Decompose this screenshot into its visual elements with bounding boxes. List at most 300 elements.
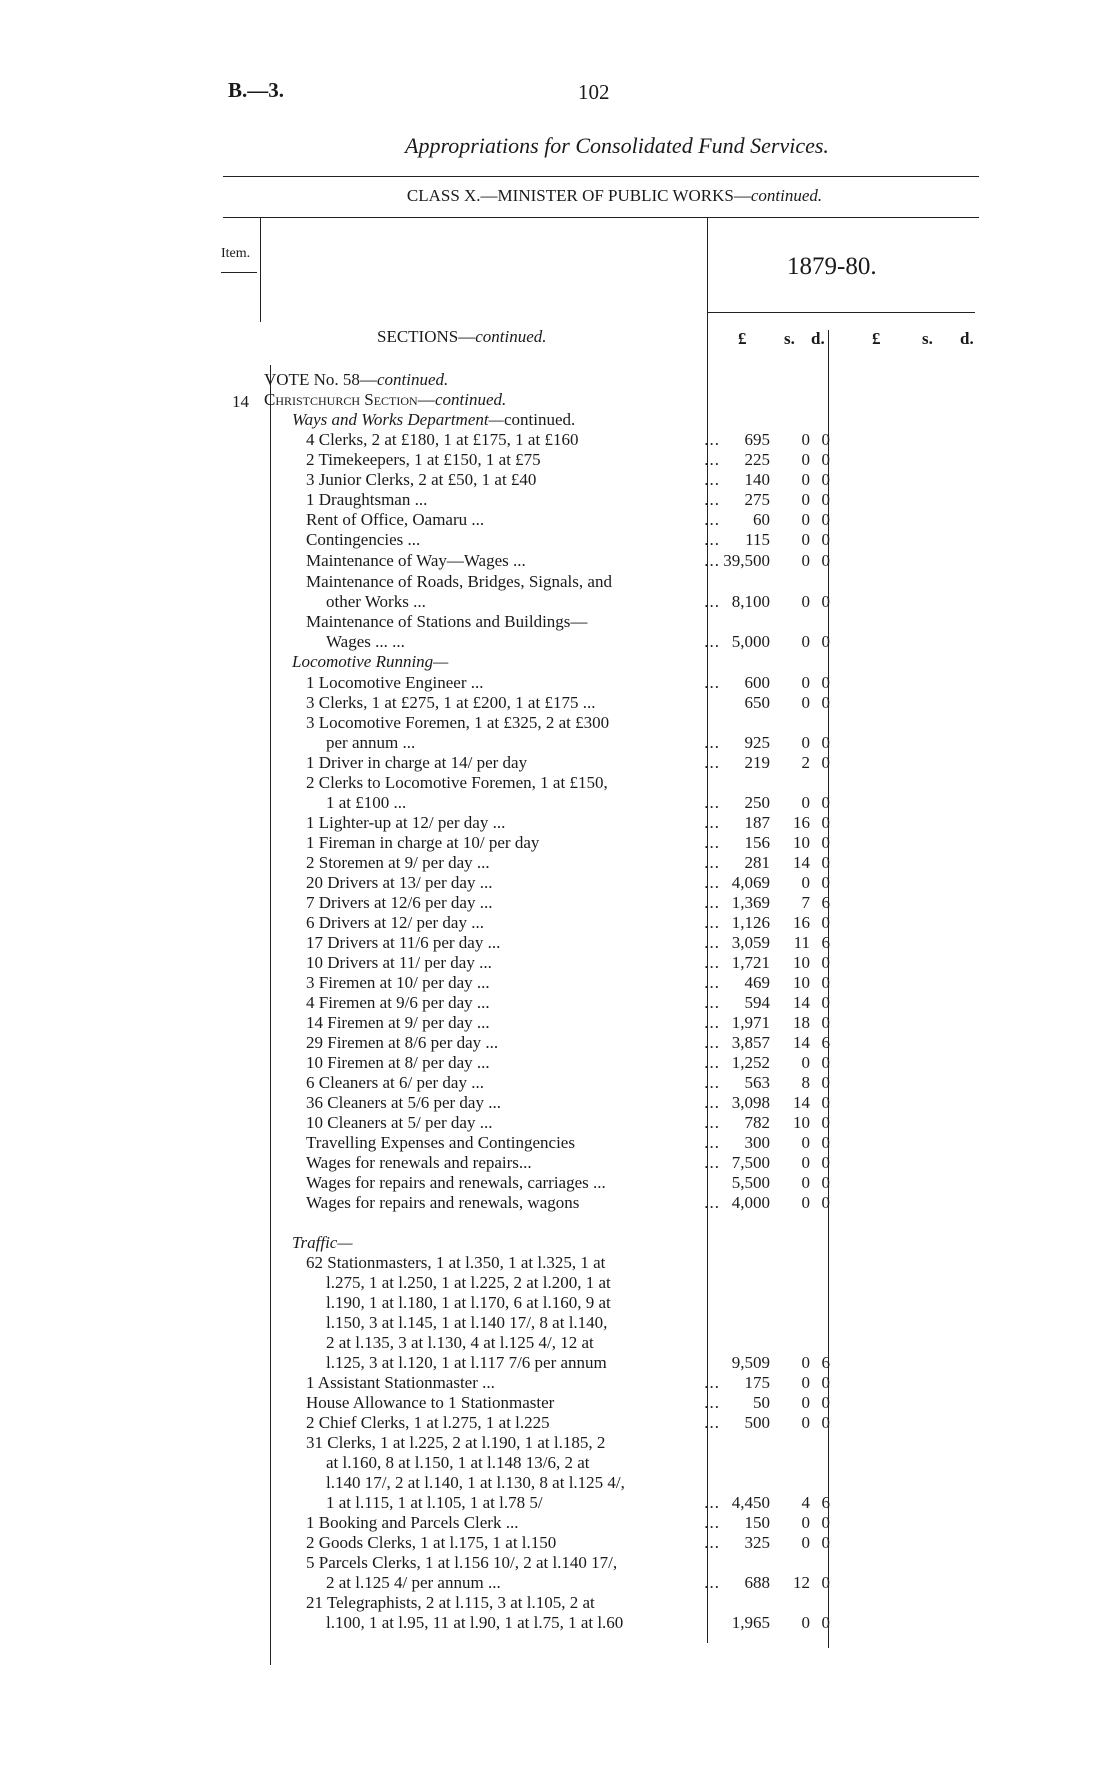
- shillings-header-2: s.: [922, 329, 933, 348]
- row-shillings: 16: [793, 813, 810, 832]
- row-shillings: 0: [801, 1053, 810, 1072]
- row-pounds: 1,369: [731, 893, 770, 912]
- shillings-header-1: s.: [784, 329, 795, 348]
- row-pounds: 3,098: [731, 1093, 770, 1112]
- row-leader: ...: [704, 1393, 720, 1412]
- row-shillings: 12: [793, 1573, 810, 1592]
- pence-header-1: d.: [811, 329, 825, 348]
- row-description: Locomotive Running—: [292, 652, 449, 671]
- row-description: 10 Cleaners at 5/ per day ...: [306, 1113, 493, 1132]
- row-pence: 0: [821, 753, 830, 772]
- row-pence: 6: [821, 1493, 830, 1512]
- table-row: [268, 530, 1088, 550]
- row-shillings: 0: [801, 1533, 810, 1552]
- row-shillings: 0: [801, 873, 810, 892]
- rule-col-item-top: [260, 218, 261, 322]
- row-description: 17 Drivers at 11/6 per day ...: [306, 933, 501, 952]
- row-pence: 6: [821, 893, 830, 912]
- row-shillings: 0: [801, 1513, 810, 1532]
- table-row: [268, 1173, 1088, 1193]
- row-shillings: 0: [801, 733, 810, 752]
- row-leader: ...: [704, 1073, 720, 1092]
- table-row: [268, 913, 1088, 933]
- row-pence: 0: [821, 693, 830, 712]
- row-pounds: 9,509: [731, 1353, 770, 1372]
- row-leader: ...: [704, 993, 720, 1012]
- row-description: 1 Draughtsman ...: [306, 490, 428, 509]
- table-row: [268, 1113, 1088, 1133]
- row-shillings: 0: [801, 1613, 810, 1632]
- row-leader: ...: [704, 1493, 720, 1512]
- row-pounds: 500: [744, 1413, 770, 1432]
- row-pounds: 4,000: [731, 1193, 770, 1212]
- row-pounds: 4,069: [731, 873, 770, 892]
- row-pence: 0: [821, 1393, 830, 1412]
- row-pounds: 275: [744, 490, 770, 509]
- row-pounds: 156: [744, 833, 770, 852]
- row-description: 6 Cleaners at 6/ per day ...: [306, 1073, 484, 1092]
- row-leader: ...: [704, 592, 720, 611]
- row-description-tail: continued.: [435, 390, 507, 409]
- row-shillings: 0: [801, 470, 810, 489]
- table-row: [268, 592, 1088, 612]
- row-shillings: 14: [793, 1033, 810, 1052]
- row-description: 2 Storemen at 9/ per day ...: [306, 853, 490, 872]
- row-pence: 6: [821, 1033, 830, 1052]
- row-shillings: 14: [793, 853, 810, 872]
- table-row: [268, 933, 1088, 953]
- row-pence: 0: [821, 913, 830, 932]
- table-row: [268, 1033, 1088, 1053]
- row-pence: 0: [821, 993, 830, 1012]
- row-description: 36 Cleaners at 5/6 per day ...: [306, 1093, 501, 1112]
- row-shillings: 14: [793, 993, 810, 1012]
- row-pounds: 250: [744, 793, 770, 812]
- row-pence: 0: [821, 853, 830, 872]
- table-row: [268, 1153, 1088, 1173]
- row-shillings: 16: [793, 913, 810, 932]
- table-row: [268, 1473, 1088, 1493]
- row-pence: 0: [821, 490, 830, 509]
- row-description: Wages for repairs and renewals, wagons: [306, 1193, 580, 1212]
- row-pounds: 219: [744, 753, 770, 772]
- row-description: at l.160, 8 at l.150, 1 at l.148 13/6, 2 at: [326, 1453, 590, 1472]
- row-description: 10 Drivers at 11/ per day ...: [306, 953, 492, 972]
- row-pence: 0: [821, 1373, 830, 1392]
- row-pounds: 50: [753, 1393, 770, 1412]
- row-leader: ...: [704, 1113, 720, 1132]
- row-pounds: 5,500: [731, 1173, 770, 1192]
- row-description: Traffic—: [292, 1233, 353, 1252]
- row-shillings: 0: [801, 1373, 810, 1392]
- row-leader: ...: [704, 753, 720, 772]
- row-pence: 0: [821, 813, 830, 832]
- table-row: [268, 1413, 1088, 1433]
- row-pence: 0: [821, 1413, 830, 1432]
- table-row: [268, 853, 1088, 873]
- row-description: 3 Junior Clerks, 2 at £50, 1 at £40: [306, 470, 537, 489]
- row-pence: 6: [821, 1353, 830, 1372]
- row-pounds: 8,100: [731, 592, 770, 611]
- row-pence: 0: [821, 673, 830, 692]
- row-shillings: 7: [801, 893, 810, 912]
- row-description: VOTE No. 58—: [264, 370, 377, 389]
- table-row: [268, 1313, 1088, 1333]
- row-shillings: 18: [793, 1013, 810, 1032]
- row-shillings: 0: [801, 1133, 810, 1152]
- row-pounds: 1,252: [731, 1053, 770, 1072]
- row-pounds: 688: [744, 1573, 770, 1592]
- row-description-tail: continued.: [504, 410, 576, 429]
- table-row: [268, 1193, 1088, 1213]
- row-description: 20 Drivers at 13/ per day ...: [306, 873, 493, 892]
- table-row: [268, 612, 1088, 632]
- row-description: l.150, 3 at l.145, 1 at l.140 17/, 8 at l.140,: [326, 1313, 608, 1332]
- row-pence: 0: [821, 793, 830, 812]
- item-number: 14: [232, 392, 249, 411]
- row-leader: ...: [704, 1013, 720, 1032]
- table-row: [268, 1093, 1088, 1113]
- row-pence: 6: [821, 933, 830, 952]
- row-shillings: 0: [801, 450, 810, 469]
- row-leader: ...: [704, 510, 720, 529]
- row-description: l.190, 1 at l.180, 1 at l.170, 6 at l.160, 9 at: [326, 1293, 611, 1312]
- table-row: [268, 893, 1088, 913]
- row-pence: 0: [821, 450, 830, 469]
- row-leader: ...: [704, 450, 720, 469]
- row-shillings: 11: [793, 933, 810, 952]
- row-description: 1 Lighter-up at 12/ per day ...: [306, 813, 506, 832]
- row-pounds: 325: [744, 1533, 770, 1552]
- row-leader: ...: [704, 873, 720, 892]
- row-description: Maintenance of Way—Wages ...: [306, 551, 526, 570]
- row-leader: ...: [704, 530, 720, 549]
- row-shillings: 0: [801, 793, 810, 812]
- row-shillings: 8: [801, 1073, 810, 1092]
- row-pence: 0: [821, 1093, 830, 1112]
- rule-year: [707, 312, 975, 313]
- table-row: [268, 733, 1088, 753]
- row-description: per annum ...: [326, 733, 416, 752]
- row-description: 31 Clerks, 1 at l.225, 2 at l.190, 1 at l.185, 2: [306, 1433, 606, 1452]
- row-shillings: 2: [801, 753, 810, 772]
- row-description: Ways and Works Department—: [292, 410, 504, 429]
- table-row: [268, 1573, 1088, 1593]
- row-pence: 0: [821, 973, 830, 992]
- class-heading-cont: continued.: [750, 186, 823, 205]
- row-shillings: 0: [801, 1353, 810, 1372]
- row-description: 1 Fireman in charge at 10/ per day: [306, 833, 540, 852]
- table-row: [268, 1593, 1088, 1613]
- row-description: other Works ...: [326, 592, 426, 611]
- row-description: l.125, 3 at l.120, 1 at l.117 7/6 per annum: [326, 1353, 607, 1372]
- row-pence: 0: [821, 1133, 830, 1152]
- row-pence: 0: [821, 592, 830, 611]
- row-description: 10 Firemen at 8/ per day ...: [306, 1053, 490, 1072]
- table-row: [268, 1553, 1088, 1573]
- rule-item-header: [221, 272, 257, 273]
- row-leader: ...: [704, 490, 720, 509]
- table-row: [268, 1233, 1088, 1253]
- row-leader: ...: [704, 813, 720, 832]
- row-description: House Allowance to 1 Stationmaster: [306, 1393, 555, 1412]
- row-pence: 0: [821, 632, 830, 651]
- row-pounds: 115: [745, 530, 770, 549]
- row-pounds: 225: [744, 450, 770, 469]
- row-leader: ...: [704, 953, 720, 972]
- row-description: Wages for repairs and renewals, carriages ...: [306, 1173, 606, 1192]
- document-reference: B.—3.: [228, 78, 285, 102]
- table-row: [268, 753, 1088, 773]
- row-shillings: 0: [801, 551, 810, 570]
- row-description: Wages for renewals and repairs...: [306, 1153, 532, 1172]
- table-row: [268, 813, 1088, 833]
- row-shillings: 10: [793, 1113, 810, 1132]
- row-pounds: 1,971: [731, 1013, 770, 1032]
- row-pence: 0: [821, 1573, 830, 1592]
- table-row: [268, 1353, 1088, 1373]
- row-description: 3 Firemen at 10/ per day ...: [306, 973, 490, 992]
- row-shillings: 10: [793, 973, 810, 992]
- table-row: [268, 1613, 1088, 1633]
- row-description: 1 Locomotive Engineer ...: [306, 673, 484, 692]
- table-row: [268, 1333, 1088, 1353]
- row-pounds: 650: [744, 693, 770, 712]
- row-leader: ...: [704, 551, 720, 570]
- row-pounds: 150: [744, 1513, 770, 1532]
- rule-header: [223, 217, 979, 218]
- row-pence: 0: [821, 1173, 830, 1192]
- row-shillings: 0: [801, 1173, 810, 1192]
- table-row: [268, 1293, 1088, 1313]
- row-leader: ...: [704, 1533, 720, 1552]
- row-description: 14 Firemen at 9/ per day ...: [306, 1013, 490, 1032]
- row-leader: ...: [704, 733, 720, 752]
- row-pounds: 469: [744, 973, 770, 992]
- row-pounds: 563: [744, 1073, 770, 1092]
- table-row: [268, 1273, 1088, 1293]
- table-row: [268, 1373, 1088, 1393]
- row-pounds: 39,500: [723, 551, 770, 570]
- table-row: [268, 1393, 1088, 1413]
- row-pence: 0: [821, 733, 830, 752]
- row-leader: ...: [704, 1053, 720, 1072]
- table-row: [268, 1513, 1088, 1533]
- table-row: [268, 673, 1088, 693]
- class-heading: [0, 186, 1114, 206]
- row-pounds: 782: [744, 1113, 770, 1132]
- row-description: 2 Chief Clerks, 1 at l.275, 1 at l.225: [306, 1413, 550, 1432]
- row-leader: ...: [704, 1033, 720, 1052]
- table-row: [268, 490, 1088, 510]
- table-row: [268, 973, 1088, 993]
- row-description: 1 at £100 ...: [326, 793, 407, 812]
- row-shillings: 0: [801, 490, 810, 509]
- row-description: 2 at l.125 4/ per annum ...: [326, 1573, 501, 1592]
- year-header: 1879-80.: [787, 253, 877, 280]
- table-row: [268, 652, 1088, 672]
- row-pence: 0: [821, 833, 830, 852]
- table-row: [264, 390, 1088, 410]
- row-pence: 0: [821, 510, 830, 529]
- row-leader: ...: [704, 1133, 720, 1152]
- table-row: [268, 873, 1088, 893]
- row-leader: ...: [704, 833, 720, 852]
- row-description: Christchurch Section—: [264, 390, 435, 409]
- table-row: [268, 572, 1088, 592]
- row-leader: ...: [704, 470, 720, 489]
- row-pence: 0: [821, 1073, 830, 1092]
- row-pence: 0: [821, 1513, 830, 1532]
- row-shillings: 0: [801, 530, 810, 549]
- row-description: 2 at l.135, 3 at l.130, 4 at l.125 4/, 12 at: [326, 1333, 594, 1352]
- table-row: [268, 450, 1088, 470]
- row-pence: 0: [821, 873, 830, 892]
- page-title: Appropriations for Consolidated Fund Services.: [405, 133, 829, 158]
- row-leader: ...: [704, 1193, 720, 1212]
- row-pounds: 60: [753, 510, 770, 529]
- row-description: 6 Drivers at 12/ per day ...: [306, 913, 484, 932]
- pounds-header-1: £: [738, 329, 747, 348]
- table-row: [268, 693, 1088, 713]
- row-shillings: 10: [793, 953, 810, 972]
- row-leader: ...: [704, 632, 720, 651]
- row-description: 2 Goods Clerks, 1 at l.175, 1 at l.150: [306, 1533, 557, 1552]
- table-row: [268, 1073, 1088, 1093]
- row-shillings: 14: [793, 1093, 810, 1112]
- row-description: l.275, 1 at l.250, 1 at l.225, 2 at l.200, 1 at: [326, 1273, 611, 1292]
- row-description: 1 at l.115, 1 at l.105, 1 at l.78 5/: [326, 1493, 543, 1512]
- row-description: Travelling Expenses and Contingencies: [306, 1133, 575, 1152]
- row-pounds: 140: [744, 470, 770, 489]
- row-pence: 0: [821, 1113, 830, 1132]
- row-description: 4 Firemen at 9/6 per day ...: [306, 993, 490, 1012]
- row-shillings: 10: [793, 833, 810, 852]
- table-row: [268, 713, 1088, 733]
- row-description: 3 Clerks, 1 at £275, 1 at £200, 1 at £175 ...: [306, 693, 596, 712]
- row-description: Maintenance of Stations and Buildings—: [306, 612, 588, 631]
- row-description: 62 Stationmasters, 1 at l.350, 1 at l.325, 1 at: [306, 1253, 606, 1272]
- row-shillings: 0: [801, 1153, 810, 1172]
- row-leader: ...: [704, 673, 720, 692]
- table-row: [268, 430, 1088, 450]
- row-leader: ...: [704, 973, 720, 992]
- pounds-header-2: £: [872, 329, 881, 348]
- table-row: [268, 953, 1088, 973]
- table-row: [268, 410, 1088, 430]
- row-pounds: 7,500: [731, 1153, 770, 1172]
- row-pence: 0: [821, 470, 830, 489]
- row-pounds: 1,965: [731, 1613, 770, 1632]
- table-row: [268, 1253, 1088, 1273]
- row-leader: ...: [704, 1093, 720, 1112]
- table-row: [268, 1533, 1088, 1553]
- table-row: [268, 1433, 1088, 1453]
- table-row: [268, 833, 1088, 853]
- table-row: [268, 510, 1088, 530]
- row-leader: ...: [704, 913, 720, 932]
- pence-header-2: d.: [960, 329, 974, 348]
- row-pounds: 175: [744, 1373, 770, 1392]
- table-row: [268, 1013, 1088, 1033]
- sections-heading-cont: continued.: [475, 327, 547, 346]
- row-pounds: 600: [744, 673, 770, 692]
- class-heading-text: CLASS X.—MINISTER OF PUBLIC WORKS—: [406, 186, 751, 205]
- row-shillings: 0: [801, 430, 810, 449]
- row-pounds: 1,126: [731, 913, 770, 932]
- table-row: [268, 632, 1088, 652]
- table-row: [268, 773, 1088, 793]
- row-description: Contingencies ...: [306, 530, 421, 549]
- table-row: [268, 993, 1088, 1013]
- table-row: [264, 370, 1088, 390]
- row-description: 7 Drivers at 12/6 per day ...: [306, 893, 493, 912]
- row-leader: ...: [704, 933, 720, 952]
- row-leader: ...: [704, 1373, 720, 1392]
- row-pence: 0: [821, 1193, 830, 1212]
- row-pence: 0: [821, 1533, 830, 1552]
- row-pence: 0: [821, 1053, 830, 1072]
- row-description: 29 Firemen at 8/6 per day ...: [306, 1033, 499, 1052]
- row-leader: ...: [704, 793, 720, 812]
- row-shillings: 0: [801, 693, 810, 712]
- row-description: 1 Booking and Parcels Clerk ...: [306, 1513, 519, 1532]
- table-row: [268, 1053, 1088, 1073]
- row-description: l.100, 1 at l.95, 11 at l.90, 1 at l.75, 1 at l.60: [326, 1613, 624, 1632]
- rule-top: [223, 176, 979, 177]
- row-pence: 0: [821, 1013, 830, 1032]
- row-pence: 0: [821, 551, 830, 570]
- row-pounds: 3,059: [731, 933, 770, 952]
- row-leader: ...: [704, 1413, 720, 1432]
- row-description: 1 Driver in charge at 14/ per day: [306, 753, 528, 772]
- row-shillings: 4: [801, 1493, 810, 1512]
- row-pounds: 281: [744, 853, 770, 872]
- item-column-header: Item.: [221, 246, 251, 261]
- row-pounds: 187: [744, 813, 770, 832]
- table-row: [268, 551, 1088, 571]
- row-leader: ...: [704, 853, 720, 872]
- row-pence: 0: [821, 430, 830, 449]
- row-shillings: 0: [801, 632, 810, 651]
- row-description: 3 Locomotive Foremen, 1 at £325, 2 at £300: [306, 713, 610, 732]
- row-pounds: 695: [744, 430, 770, 449]
- row-description: 4 Clerks, 2 at £180, 1 at £175, 1 at £160: [306, 430, 579, 449]
- row-shillings: 0: [801, 1193, 810, 1212]
- row-pence: 0: [821, 1613, 830, 1632]
- row-description: l.140 17/, 2 at l.140, 1 at l.130, 8 at l.125 4/,: [326, 1473, 625, 1492]
- row-pounds: 300: [744, 1133, 770, 1152]
- row-shillings: 0: [801, 673, 810, 692]
- row-leader: ...: [704, 893, 720, 912]
- table-row: [268, 1133, 1088, 1153]
- row-pence: 0: [821, 1153, 830, 1172]
- row-description-tail: continued.: [377, 370, 449, 389]
- table-row: [268, 470, 1088, 490]
- row-shillings: 0: [801, 592, 810, 611]
- row-pence: 0: [821, 530, 830, 549]
- row-description: 5 Parcels Clerks, 1 at l.156 10/, 2 at l.140 17/,: [306, 1553, 618, 1572]
- row-pounds: 3,857: [731, 1033, 770, 1052]
- table-row: [268, 1493, 1088, 1513]
- row-description: Rent of Office, Oamaru ...: [306, 510, 485, 529]
- sections-heading: [377, 327, 547, 347]
- row-shillings: 0: [801, 1413, 810, 1432]
- row-pounds: 4,450: [731, 1493, 770, 1512]
- sections-heading-text: SECTIONS—: [377, 327, 476, 346]
- row-pounds: 594: [744, 993, 770, 1012]
- row-description: 21 Telegraphists, 2 at l.115, 3 at l.105, 2 at: [306, 1593, 595, 1612]
